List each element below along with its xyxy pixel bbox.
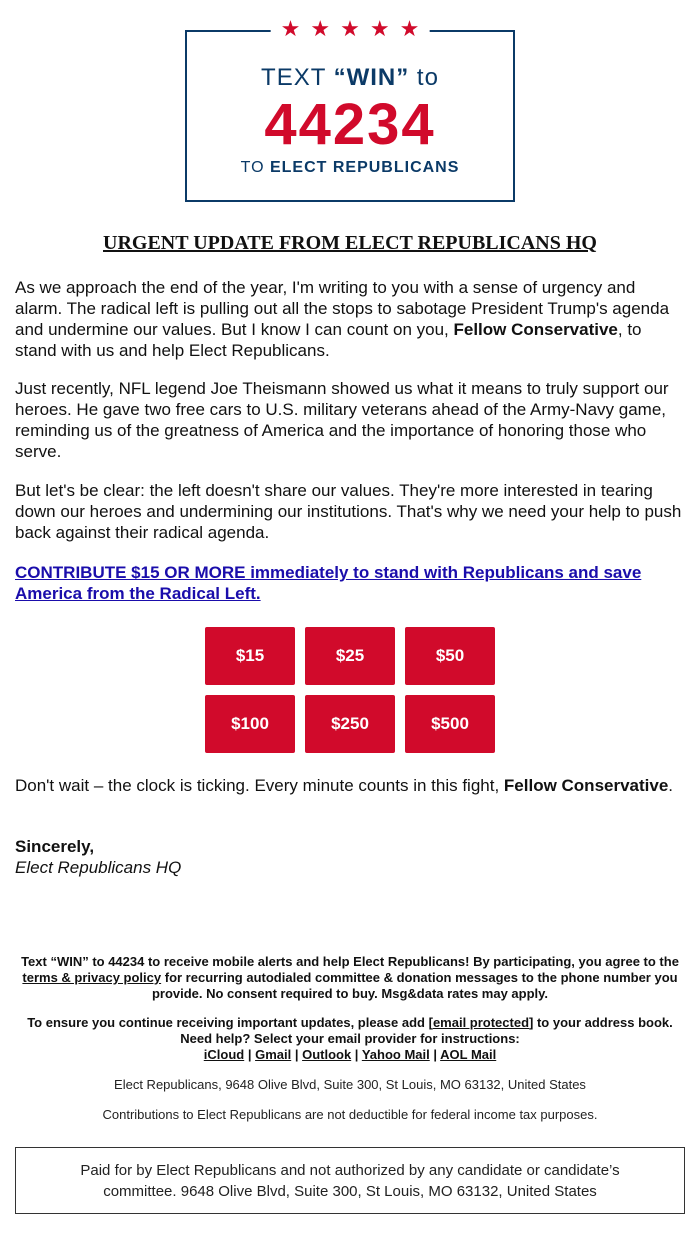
star-icon: ★ (310, 16, 331, 41)
addr-text-post: ] to your address book. Need help? Select your email provider for instructions: (180, 1015, 673, 1046)
star-icon: ★ (280, 16, 301, 41)
para1-text: As we approach the end of the year, I'm writing to you with a sense of urgency and alarm. The radical left is pulling out all the stops to sabotage President Trump's agenda and undermine our values. But I know I can count on you, (15, 278, 670, 339)
sms-text-post: for recurring autodialed committee & donation messages to the phone number you provide. No consent required to buy. Msg&data rates may apply. (151, 970, 678, 1001)
paragraph-values: But let's be clear: the left doesn't share our values. They're more interested in tearing down our heroes and undermining our institutions. That's why we need your help to push back against their radical agenda. (15, 481, 682, 542)
tax-notice: Contributions to Elect Republicans are not deductible for federal income tax purposes. (102, 1107, 598, 1122)
sms-text-pre: Text “WIN” to 44234 to receive mobile alerts and help Elect Republicans! By participating, you agree to the (21, 954, 679, 969)
star-icon: ★ (369, 16, 390, 41)
para1-bold: Fellow Conservative (453, 320, 618, 339)
donate-100-button[interactable]: $100 (205, 695, 295, 753)
address-book-notice (15, 1015, 685, 1063)
banner-text-pre: TEXT (261, 64, 334, 91)
para4-bold: Fellow Conservative (503, 776, 669, 795)
paragraph-intro (15, 277, 687, 361)
sms-disclosure (15, 954, 685, 1002)
addr-text-pre: To ensure you continue receiving important updates, please add [ (27, 1015, 433, 1030)
page-title: URGENT UPDATE FROM ELECT REPUBLICANS HQ (103, 232, 597, 254)
paragraph-theismann: Just recently, NFL legend Joe Theismann showed us what it means to truly support our heroes. He gave two free cars to U.S. military veterans ahead of the Army-Navy game, reminding us of the greatness of America and the importance of honoring those who serve. (15, 379, 669, 461)
para4-text: Don't wait – the clock is ticking. Every minute counts in this fight, (15, 776, 504, 795)
disclaimer-text: Paid for by Elect Republicans and not authorized by any candidate or candidate’s committee. 9648 Olive Blvd, Suite 300, St Louis, MO 63132, United States (80, 1161, 620, 1200)
banner-text-line (187, 64, 513, 92)
signoff (15, 836, 181, 878)
icloud-link[interactable]: iCloud (203, 1047, 245, 1062)
banner-keyword: “WIN” (333, 64, 410, 91)
separator: | (291, 1047, 303, 1062)
separator: | (351, 1047, 362, 1062)
star-icon: ★ (340, 16, 360, 41)
banner-shortcode: 44234 (264, 92, 436, 157)
stars-row (271, 16, 430, 42)
outlook-link[interactable]: Outlook (302, 1047, 352, 1062)
star-icon: ★ (399, 16, 420, 41)
yahoo-mail-link[interactable]: Yahoo Mail (361, 1047, 430, 1062)
donate-15-button[interactable]: $15 (205, 627, 295, 685)
banner-text-post: to (409, 64, 439, 91)
signoff-sender: Elect Republicans HQ (15, 858, 182, 877)
gmail-link[interactable]: Gmail (255, 1047, 292, 1062)
aol-mail-link[interactable]: AOL Mail (440, 1047, 497, 1062)
email-protected-link[interactable]: email protected (432, 1015, 530, 1030)
separator: | (244, 1047, 256, 1062)
contribute-link[interactable]: CONTRIBUTE $15 OR MORE immediately to stand with Republicans and save America from the Radical Left. (15, 563, 642, 603)
terms-privacy-link[interactable]: terms & privacy policy (22, 970, 162, 985)
banner-subline-strong: ELECT REPUBLICANS (269, 159, 460, 176)
donate-50-button[interactable]: $50 (405, 627, 495, 685)
text-win-banner (185, 16, 515, 202)
banner-subline-pre: TO (240, 159, 270, 176)
donation-amounts (205, 627, 495, 753)
signoff-greeting: Sincerely, (15, 837, 95, 856)
paid-for-disclaimer (15, 1147, 685, 1214)
donate-500-button[interactable]: $500 (405, 695, 495, 753)
banner-subline (187, 159, 513, 177)
donate-250-button[interactable]: $250 (305, 695, 395, 753)
paragraph-urgency (15, 775, 687, 796)
para4-after: . (668, 776, 674, 795)
separator: | (429, 1047, 441, 1062)
donate-25-button[interactable]: $25 (305, 627, 395, 685)
para1-after: , to stand with us and help Elect Republicans. (15, 320, 642, 360)
mailing-address: Elect Republicans, 9648 Olive Blvd, Suite 300, St Louis, MO 63132, United States (114, 1077, 586, 1092)
